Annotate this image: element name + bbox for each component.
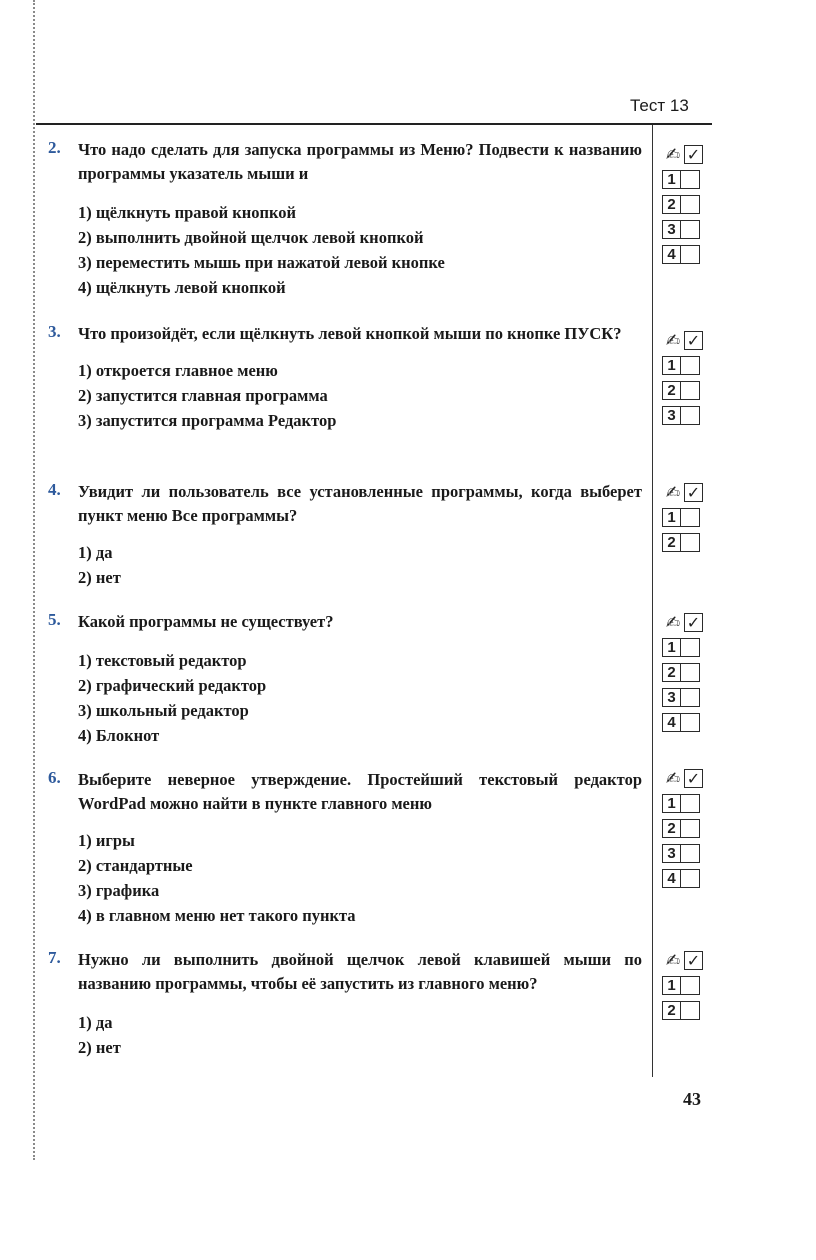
pencil-icon: ✍ — [662, 331, 684, 350]
answer-number: 2 — [662, 819, 681, 838]
question-5 — [48, 610, 642, 748]
answer-number: 3 — [662, 220, 681, 239]
question-text-emphasis: неверное — [167, 770, 235, 789]
page-number: 43 — [683, 1089, 701, 1109]
option[interactable]: 1) игры — [78, 831, 135, 850]
checkmark-icon: ✓ — [684, 145, 703, 164]
answer-row — [662, 998, 703, 1023]
option[interactable]: 3) переместить мышь при нажатой левой кнопке — [78, 253, 445, 272]
answer-row — [662, 167, 703, 192]
option[interactable]: 1) да — [78, 543, 113, 562]
question-text: Увидит ли пользователь все установленные программы, когда выберет пункт меню Все программы? — [78, 482, 642, 525]
option[interactable]: 2) нет — [78, 568, 121, 587]
pencil-icon: ✍ — [662, 613, 684, 632]
option[interactable]: 3) школьный редактор — [78, 701, 249, 720]
answer-checkbox[interactable] — [681, 533, 700, 552]
answer-checkbox[interactable] — [681, 381, 700, 400]
answer-checkbox[interactable] — [681, 844, 700, 863]
answer-grid-header — [662, 328, 703, 353]
answer-checkbox[interactable] — [681, 688, 700, 707]
question-text — [78, 768, 642, 816]
answer-number: 2 — [662, 663, 681, 682]
answer-number: 3 — [662, 844, 681, 863]
answer-grid-header — [662, 948, 703, 973]
answer-grid-7 — [662, 948, 703, 1023]
option[interactable]: 3) запустится программа Редактор — [78, 411, 337, 430]
option[interactable]: 4) щёлкнуть левой кнопкой — [78, 278, 286, 297]
answer-column-divider — [652, 125, 653, 1077]
answer-row — [662, 841, 703, 866]
answer-number: 2 — [662, 381, 681, 400]
answer-checkbox[interactable] — [681, 508, 700, 527]
option[interactable]: 2) запустится главная программа — [78, 386, 328, 405]
answer-number: 2 — [662, 533, 681, 552]
checkmark-icon: ✓ — [684, 613, 703, 632]
answer-number: 1 — [662, 976, 681, 995]
question-text-end: утверждение. Простейший текстовый редактор WordPad можно найти в пункте главного меню — [78, 770, 642, 813]
answer-number: 3 — [662, 688, 681, 707]
option[interactable]: 1) да — [78, 1013, 113, 1032]
answer-grid-header — [662, 610, 703, 635]
answer-row — [662, 403, 703, 428]
answer-checkbox[interactable] — [681, 245, 700, 264]
answer-row — [662, 660, 703, 685]
answer-number: 1 — [662, 794, 681, 813]
answer-checkbox[interactable] — [681, 819, 700, 838]
pencil-icon: ✍ — [662, 769, 684, 788]
question-7 — [48, 948, 642, 1060]
answer-number: 1 — [662, 638, 681, 657]
answer-row — [662, 505, 703, 530]
option[interactable]: 2) нет — [78, 1038, 121, 1057]
answer-grid-header — [662, 766, 703, 791]
answer-checkbox[interactable] — [681, 976, 700, 995]
option[interactable]: 1) откроется главное меню — [78, 361, 278, 380]
option[interactable]: 1) текстовый редактор — [78, 651, 247, 670]
answer-grid-3 — [662, 328, 703, 428]
answer-row — [662, 816, 703, 841]
question-4 — [48, 480, 642, 590]
answer-number: 1 — [662, 508, 681, 527]
options-list — [78, 828, 642, 928]
options-list — [78, 540, 642, 590]
answer-checkbox[interactable] — [681, 406, 700, 425]
option[interactable]: 4) Блокнот — [78, 726, 160, 745]
answer-number: 1 — [662, 170, 681, 189]
answer-row — [662, 635, 703, 660]
checkmark-icon: ✓ — [684, 769, 703, 788]
answer-number: 3 — [662, 406, 681, 425]
answer-checkbox[interactable] — [681, 170, 700, 189]
answer-number: 2 — [662, 1001, 681, 1020]
checkmark-icon: ✓ — [684, 331, 703, 350]
options-list — [78, 648, 642, 748]
answer-row — [662, 710, 703, 735]
answer-checkbox[interactable] — [681, 794, 700, 813]
option[interactable]: 2) выполнить двойной щелчок левой кнопкой — [78, 228, 424, 247]
answer-row — [662, 217, 703, 242]
answer-grid-5 — [662, 610, 703, 735]
checkmark-icon: ✓ — [684, 951, 703, 970]
option[interactable]: 1) щёлкнуть правой кнопкой — [78, 203, 297, 222]
answer-number: 1 — [662, 356, 681, 375]
answer-checkbox[interactable] — [681, 220, 700, 239]
question-number: 6. — [48, 768, 61, 787]
question-number: 7. — [48, 948, 61, 967]
options-list — [78, 358, 642, 433]
pencil-icon: ✍ — [662, 483, 684, 502]
options-list — [78, 1010, 642, 1060]
question-text: Что произойдёт, если щёлкнуть левой кнопкой мыши по кнопке ПУСК? — [78, 324, 622, 343]
question-2 — [48, 138, 642, 300]
checkmark-icon: ✓ — [684, 483, 703, 502]
answer-checkbox[interactable] — [681, 638, 700, 657]
answer-row — [662, 791, 703, 816]
option[interactable]: 2) стандартные — [78, 856, 193, 875]
answer-grid-2 — [662, 142, 703, 267]
answer-checkbox[interactable] — [681, 1001, 700, 1020]
answer-checkbox[interactable] — [681, 356, 700, 375]
question-number: 5. — [48, 610, 61, 629]
answer-checkbox[interactable] — [681, 713, 700, 732]
answer-row — [662, 973, 703, 998]
question-text-start: Выберите — [78, 770, 168, 789]
answer-grid-6 — [662, 766, 703, 891]
answer-checkbox[interactable] — [681, 869, 700, 888]
option[interactable]: 4) в главном меню нет такого пункта — [78, 906, 356, 925]
answer-row — [662, 192, 703, 217]
answer-number: 2 — [662, 195, 681, 214]
pencil-icon: ✍ — [662, 145, 684, 164]
answer-number: 4 — [662, 245, 681, 264]
dotted-binding-margin — [33, 0, 35, 1160]
question-number: 4. — [48, 480, 61, 499]
answer-row — [662, 378, 703, 403]
question-number: 2. — [48, 138, 61, 157]
answer-checkbox[interactable] — [681, 195, 700, 214]
page-header-title: Тест 13 — [630, 96, 689, 115]
question-text: Какой программы не существует? — [78, 612, 334, 631]
option[interactable]: 2) графический редактор — [78, 676, 267, 695]
header-rule — [36, 123, 712, 125]
answer-grid-4 — [662, 480, 703, 555]
question-number: 3. — [48, 322, 61, 341]
options-list — [78, 200, 642, 300]
answer-row — [662, 530, 703, 555]
question-6 — [48, 768, 642, 928]
answer-grid-header — [662, 142, 703, 167]
answer-number: 4 — [662, 713, 681, 732]
question-text: Нужно ли выполнить двойной щелчок левой клавишей мыши по названию программы, чтобы её запустить из главного меню? — [78, 950, 642, 993]
answer-row — [662, 685, 703, 710]
option[interactable]: 3) графика — [78, 881, 160, 900]
answer-number: 4 — [662, 869, 681, 888]
answer-grid-header — [662, 480, 703, 505]
answer-row — [662, 866, 703, 891]
question-text: Что надо сделать для запуска программы из Меню? Подвести к названию программы указатель мыши и — [78, 140, 642, 183]
answer-row — [662, 242, 703, 267]
answer-checkbox[interactable] — [681, 663, 700, 682]
question-3 — [48, 322, 642, 433]
pencil-icon: ✍ — [662, 951, 684, 970]
answer-row — [662, 353, 703, 378]
